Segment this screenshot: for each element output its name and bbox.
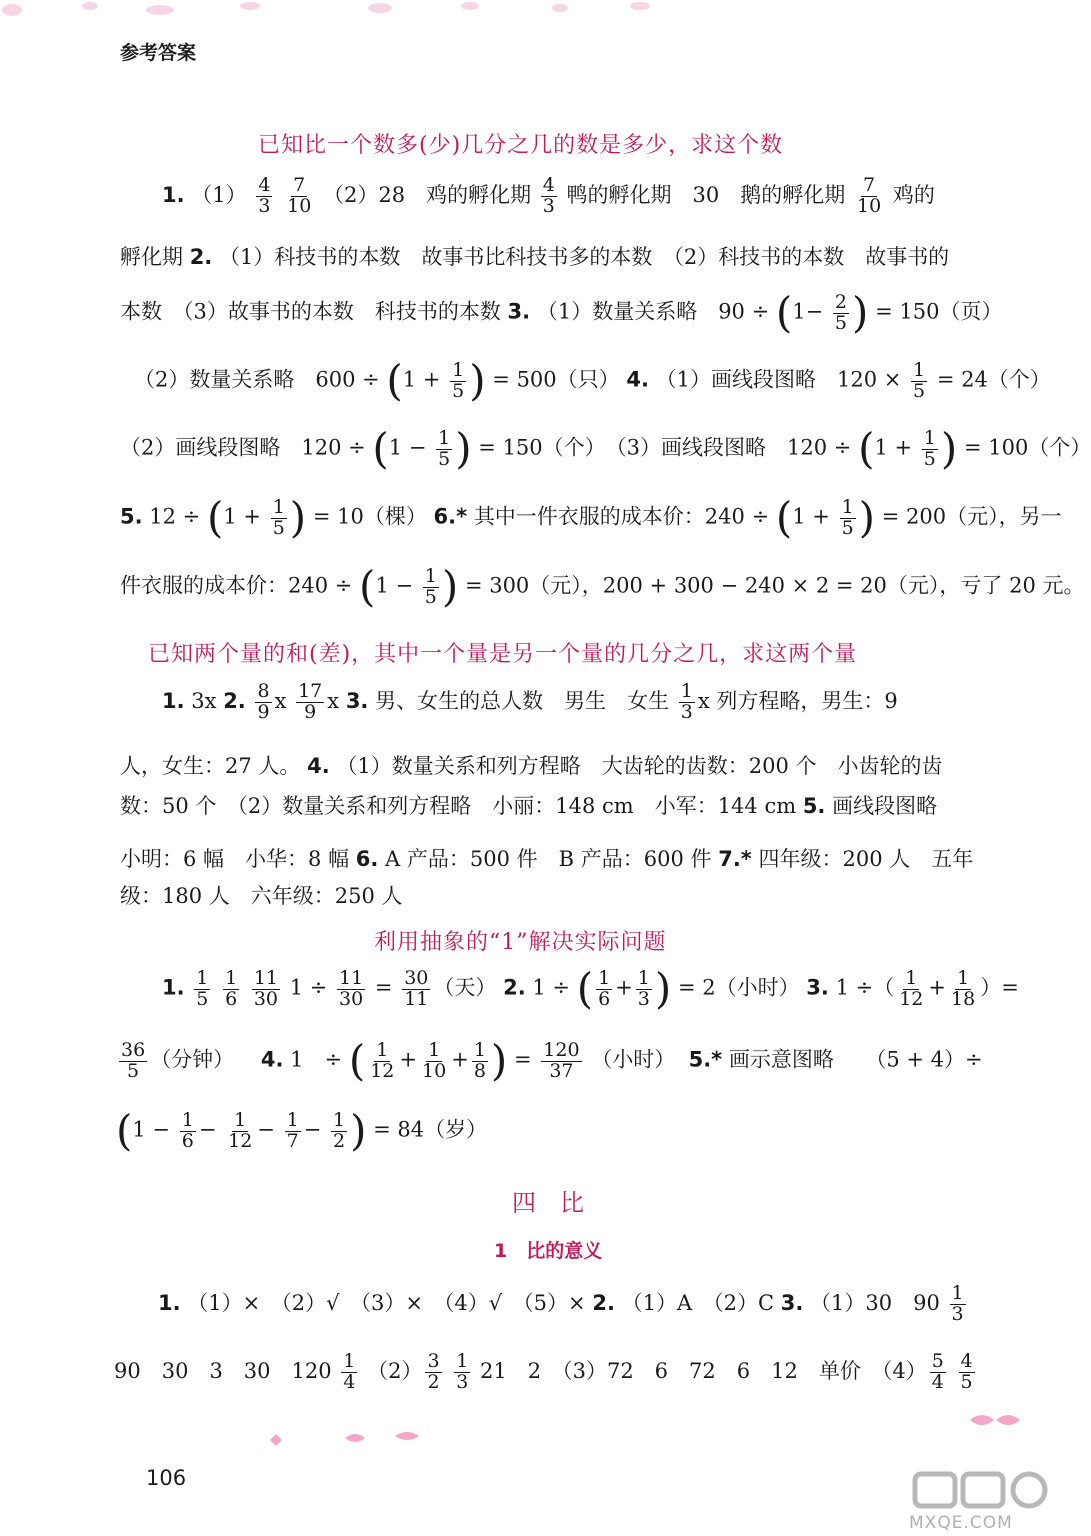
section-title-1: 已知比一个数多(少)几分之几的数是多少，求这个数 [258,133,784,158]
fraction: $\frac{1}{3}$ [456,1350,469,1393]
fraction: $\frac{11}{30}$ [253,966,279,1010]
s2-line-2: 人，女生：27 人。 4. （1）数量关系和列方程略 大齿轮的齿数：200 个 小齿轮的齿 [120,754,943,778]
flower-decoration-right [960,1405,1030,1435]
fraction: $\frac{3}{2}$ [427,1350,440,1393]
header-label: 参考答案 [120,42,197,64]
fraction: $\frac{7}{10}$ [856,174,882,217]
s2-line-5: 级：180 人 六年级：250 人 [120,884,403,908]
fraction: $\frac{1}{12}$ [370,1038,395,1082]
s3-line-1: 1. $\frac{1}{5}$ $\frac{1}{6}$ $\frac{11}{30}$ 1 ÷ $\frac{11}{30}$ = $\frac{30}{11}$ （天） 2. 1 ÷ ( $\frac{1}{6}$ + $\frac{1}{3}$ ) = 2（小时） 3. 1 ÷（ $\frac{1}{12}$ + $\frac{1}{18}$ ）= [162,964,1019,1013]
fraction: $\frac{1}{8}$ [473,1038,486,1082]
s1-line-5: （2）画线段图略 120 ÷ (1 − $\frac{1}{5}$ ) = 150（个） （3）画线段图略 120 ÷ (1 + $\frac{1}{5}$ ) = 100（个） [120,424,1091,473]
s1-line-7: 件衣服的成本价：240 ÷ (1 − $\frac{1}{5}$ ) = 300（元），200 + 300 − 240 × 2 = 20（元），亏了 20 元。 [120,562,1085,611]
fraction: $\frac{4}{5}$ [960,1350,973,1393]
fraction: $\frac{1}{6}$ [598,966,611,1010]
fraction: $\frac{4}{3}$ [258,174,271,217]
fraction: $\frac{1}{2}$ [332,1108,346,1152]
fraction: $\frac{7}{10}$ [287,174,312,217]
fraction: $\frac{1}{7}$ [286,1108,299,1152]
fraction: $\frac{1}{5}$ [424,564,437,608]
s3-line-2: $\frac{36}{5}$ （分钟） 4. 1 ÷ ( $\frac{1}{12}$ + $\frac{1}{10}$ + $\frac{1}{8}$ ) = $\frac{120}{37}$ （小时） 5.* 画示意图略 （5 + 4）÷ [121,1036,983,1085]
watermark-text: MXQE.COM [909,1513,1013,1533]
top-decoration [0,0,1066,26]
s1-line-1: 1. （1） $\frac{4}{3}$ $\frac{7}{10}$ （2）28 鸡的孵化期 $\frac{4}{3}$ 鸭的孵化期 30 鹅的孵化期 $\frac{7}{10}$ 鸡的 [162,174,935,217]
fraction: $\frac{1}{18}$ [951,966,976,1010]
fraction: $\frac{2}{5}$ [834,290,848,334]
fraction: $\frac{1}{5}$ [923,426,936,470]
fraction: $\frac{1}{6}$ [225,966,238,1010]
fraction: $\frac{1}{5}$ [841,495,854,539]
fraction: $\frac{5}{4}$ [931,1350,944,1393]
fraction: $\frac{36}{5}$ [121,1038,146,1082]
fraction: $\frac{1}{6}$ [181,1108,194,1152]
fraction: $\frac{1}{12}$ [899,966,924,1010]
chapter-title: 四 比 [512,1189,584,1217]
s1-line-3: 本数 （3）故事书的本数 科技书的本数 3. （1）数量关系略 90 ÷ (1− $\frac{2}{5}$ ) = 150（页） [120,288,1003,337]
watermark-logo [905,1470,1055,1532]
fraction: $\frac{1}{5}$ [438,426,451,470]
fraction: $\frac{30}{11}$ [404,966,429,1010]
s2-line-1: 1. 3x 2. $\frac{8}{9}$ x $\frac{17}{9}$ x 3. 男、女生的总人数 男生 女生 $\frac{1}{3}$ x 列方程略，男生：9 [162,680,898,723]
fraction: $\frac{1}{5}$ [196,966,209,1010]
s1-line-4: （2）数量关系略 600 ÷ (1 + $\frac{1}{5}$ ) = 500（只） 4. （1）画线段图略 120 × $\frac{1}{5}$ = 24（个） [134,356,1051,405]
fraction: $\frac{1}{10}$ [422,1038,447,1082]
s2-line-4: 小明：6 幅 小华：8 幅 6. A 产品：500 件 B 产品：600 件 7.* 四年级：200 人 五年 [120,847,974,871]
s3-line-3: (1 − $\frac{1}{6}$ − $\frac{1}{12}$ − $\frac{1}{7}$ − $\frac{1}{2}$ ) = 84（岁） [116,1106,488,1155]
s2-line-3: 数：50 个 （2）数量关系和列方程略 小丽：148 cm 小军：144 cm 5. 画线段图略 [120,794,938,818]
ratio-line-2: 90 30 3 30 120 $\frac{1}{4}$ （2） $\frac{3}{2}$ $\frac{1}{3}$ 21 2 （3）72 6 72 6 12 单价 （4） $\frac{5}{4}$ $\frac{4}{5}$ [114,1350,973,1393]
fraction: $\frac{1}{3}$ [637,966,650,1010]
fraction: $\frac{120}{37}$ [543,1038,580,1082]
fraction: $\frac{1}{4}$ [343,1350,356,1393]
flower-decoration [250,1418,450,1458]
fraction: $\frac{1}{3}$ [951,1282,964,1325]
chapter-subtitle: 1 比的意义 [494,1240,603,1262]
fraction: $\frac{17}{9}$ [298,680,323,723]
s1-line-6: 5. 12 ÷ (1 + $\frac{1}{5}$ ) = 10（棵） 6.* 其中一件衣服的成本价：240 ÷ (1 + $\frac{1}{5}$ ) = 200（元），另一 [120,493,1062,542]
fraction: $\frac{1}{5}$ [452,358,465,402]
section-title-2: 已知两个量的和(差)，其中一个量是另一个量的几分之几，求这两个量 [148,642,858,667]
fraction: $\frac{4}{3}$ [542,174,555,217]
fraction: $\frac{11}{30}$ [339,966,364,1010]
s1-line-2: 孵化期 2. （1）科技书的本数 故事书比科技书多的本数 （2）科技书的本数 故事书的 [120,245,950,269]
section-title-3: 利用抽象的“1”解决实际问题 [374,930,667,955]
page-number: 106 [146,1466,187,1490]
fraction: $\frac{1}{3}$ [680,680,693,723]
fraction: $\frac{1}{5}$ [272,495,285,539]
fraction: $\frac{1}{12}$ [228,1108,253,1152]
fraction: $\frac{1}{5}$ [913,358,926,402]
fraction: $\frac{8}{9}$ [257,680,270,723]
ratio-line-1: 1. （1）× （2）√ （3）× （4）√ （5）× 2. （1）A （2）C 3. （1）30 90 $\frac{1}{3}$ [158,1282,964,1325]
